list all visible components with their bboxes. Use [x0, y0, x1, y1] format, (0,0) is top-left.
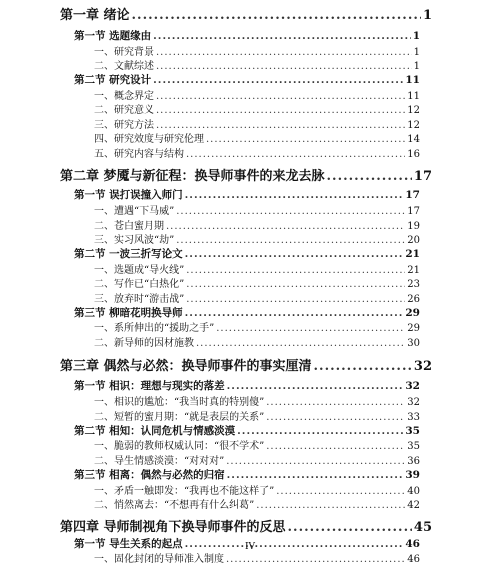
toc-label: 二、新导师的因材施教 — [94, 338, 194, 349]
toc-label: 第四章 导师制视角下换导师事件的反思 — [60, 520, 286, 535]
toc-page-number: 32 — [405, 380, 420, 392]
toc-item[interactable] — [0, 550, 500, 565]
toc-page-number: 12 — [407, 105, 420, 116]
toc-page-number: 26 — [407, 294, 420, 305]
toc-page-number: 32 — [413, 359, 432, 374]
toc-section[interactable] — [0, 72, 500, 87]
toc-page-number: 12 — [407, 120, 420, 131]
toc-page-number: 46 — [405, 538, 420, 550]
toc-chapter[interactable] — [0, 355, 500, 374]
toc-page-number: 39 — [405, 469, 420, 481]
toc-label: 二、研究意义 — [94, 105, 154, 116]
toc-label: 二、导生情感淡漠：“对对对” — [94, 456, 225, 467]
toc-label: 第一节 选题缘由 — [74, 30, 152, 42]
toc-label: 一、研究背景 — [94, 47, 154, 58]
toc-item[interactable] — [0, 482, 500, 497]
toc-section[interactable] — [0, 467, 500, 482]
toc-label: 三、放弃时“游击战” — [94, 294, 185, 305]
toc-item[interactable] — [0, 334, 500, 349]
toc-item[interactable] — [0, 101, 500, 116]
toc-page-number: 42 — [407, 500, 420, 511]
toc-item[interactable] — [0, 87, 500, 102]
toc-label: 第三章 偶然与必然：换导师事件的事实厘清 — [60, 359, 312, 374]
toc-label: 五、研究内容与结构 — [94, 149, 184, 160]
toc-section[interactable] — [0, 423, 500, 438]
toc-page-number: 40 — [407, 486, 420, 497]
toc-item[interactable] — [0, 275, 500, 290]
toc-chapter[interactable] — [0, 516, 500, 535]
toc-page-number: 33 — [407, 412, 420, 423]
toc-item[interactable] — [0, 496, 500, 511]
toc-item[interactable] — [0, 393, 500, 408]
toc-page-number: 45 — [413, 520, 432, 535]
toc-label: 第一章 绪论 — [60, 8, 130, 23]
toc-page-number: 20 — [407, 235, 420, 246]
toc-label: 二、文献综述 — [94, 61, 154, 72]
toc-label: 一、选题成“导火线” — [94, 265, 185, 276]
toc-page-number: 29 — [407, 323, 420, 334]
toc-label: 第三节 相离：偶然与必然的归宿 — [74, 469, 225, 481]
toc-label: 一、相识的尴尬：“我当时真的特别傻” — [94, 397, 265, 408]
toc-item[interactable] — [0, 452, 500, 467]
toc-label: 第一节 相识：理想与现实的落差 — [74, 380, 225, 392]
toc-page-number: 46 — [407, 554, 420, 565]
toc-page-number: 1 — [412, 30, 420, 42]
toc-label: 第三节 柳暗花明换导师 — [74, 307, 183, 319]
toc-item[interactable] — [0, 319, 500, 334]
toc-label: 二、短暂的蜜月期：“就是表层的关系” — [94, 412, 265, 423]
toc-page-number: 16 — [407, 149, 420, 160]
toc-item[interactable] — [0, 43, 500, 58]
toc-label: 第二节 相知：认同危机与情感淡漠 — [74, 425, 236, 437]
toc-page-number: 35 — [405, 425, 420, 437]
toc-page-number: 1 — [413, 47, 420, 58]
toc-section[interactable] — [0, 378, 500, 393]
toc-label: 四、研究效度与研究伦理 — [94, 134, 204, 145]
toc-label: 第二节 研究设计 — [74, 74, 152, 86]
toc-label: 一、系所伸出的“援助之手” — [94, 323, 215, 334]
toc-label: 第一节 导生关系的起点 — [74, 538, 183, 550]
toc-label: 一、脆弱的教师权威认同：“很不学术” — [94, 441, 265, 452]
toc-label: 第二章 梦魇与新征程：换导师事件的来龙去脉 — [60, 169, 325, 184]
toc-label: 第二节 一波三折写论文 — [74, 248, 183, 260]
toc-page-number: 32 — [407, 397, 420, 408]
toc-label: 二、悄然离去：“不想再有什么纠葛” — [94, 500, 255, 511]
toc-label: 第一节 误打误撞入师门 — [74, 189, 183, 201]
toc-label: 二、苍白蜜月期 — [94, 221, 164, 232]
toc-label: 一、遭遇“下马威” — [94, 206, 175, 217]
toc-page-number: 17 — [405, 189, 420, 201]
toc-item[interactable] — [0, 57, 500, 72]
toc-page-number: 21 — [405, 248, 420, 260]
toc-label: 三、研究方法 — [94, 120, 154, 131]
toc-page-number: 19 — [407, 221, 420, 232]
toc-section[interactable] — [0, 28, 500, 43]
toc-page-number: 11 — [407, 91, 420, 102]
toc-item[interactable] — [0, 116, 500, 131]
toc-item[interactable] — [0, 130, 500, 145]
toc-section[interactable] — [0, 246, 500, 261]
toc-item[interactable] — [0, 231, 500, 246]
toc-label: 三、实习风波“劫” — [94, 235, 175, 246]
toc-item[interactable] — [0, 290, 500, 305]
toc-page-number: 14 — [407, 134, 420, 145]
toc-label: 一、固化封闭的导师准入制度 — [94, 554, 224, 565]
toc-page-number: 23 — [407, 279, 420, 290]
toc-page-number: 1 — [413, 61, 420, 72]
toc-page-number: 36 — [407, 456, 420, 467]
toc-page-number: 21 — [407, 265, 420, 276]
toc-label: 二、写作已“白热化” — [94, 279, 185, 290]
toc-item[interactable] — [0, 145, 500, 160]
toc-chapter[interactable] — [0, 165, 500, 184]
toc-item[interactable] — [0, 437, 500, 452]
toc-chapter[interactable] — [0, 4, 500, 23]
toc-item[interactable] — [0, 217, 500, 232]
toc-page-number: 29 — [405, 307, 420, 319]
page-number: IV — [244, 542, 256, 552]
toc-page-number: 11 — [405, 74, 420, 86]
toc-page-number: 35 — [407, 441, 420, 452]
toc-section[interactable] — [0, 305, 500, 320]
toc-page-number: 1 — [422, 8, 432, 23]
toc-item[interactable] — [0, 261, 500, 276]
toc-page-number: 17 — [413, 169, 432, 184]
toc-page-number: 30 — [407, 338, 420, 349]
toc-label: 一、概念界定 — [94, 91, 154, 102]
toc-page-number: 17 — [407, 206, 420, 217]
toc-item[interactable] — [0, 202, 500, 217]
toc-item[interactable] — [0, 408, 500, 423]
toc-section[interactable] — [0, 187, 500, 202]
toc-label: 一、矛盾一触即发：“我再也不能这样了” — [94, 486, 275, 497]
